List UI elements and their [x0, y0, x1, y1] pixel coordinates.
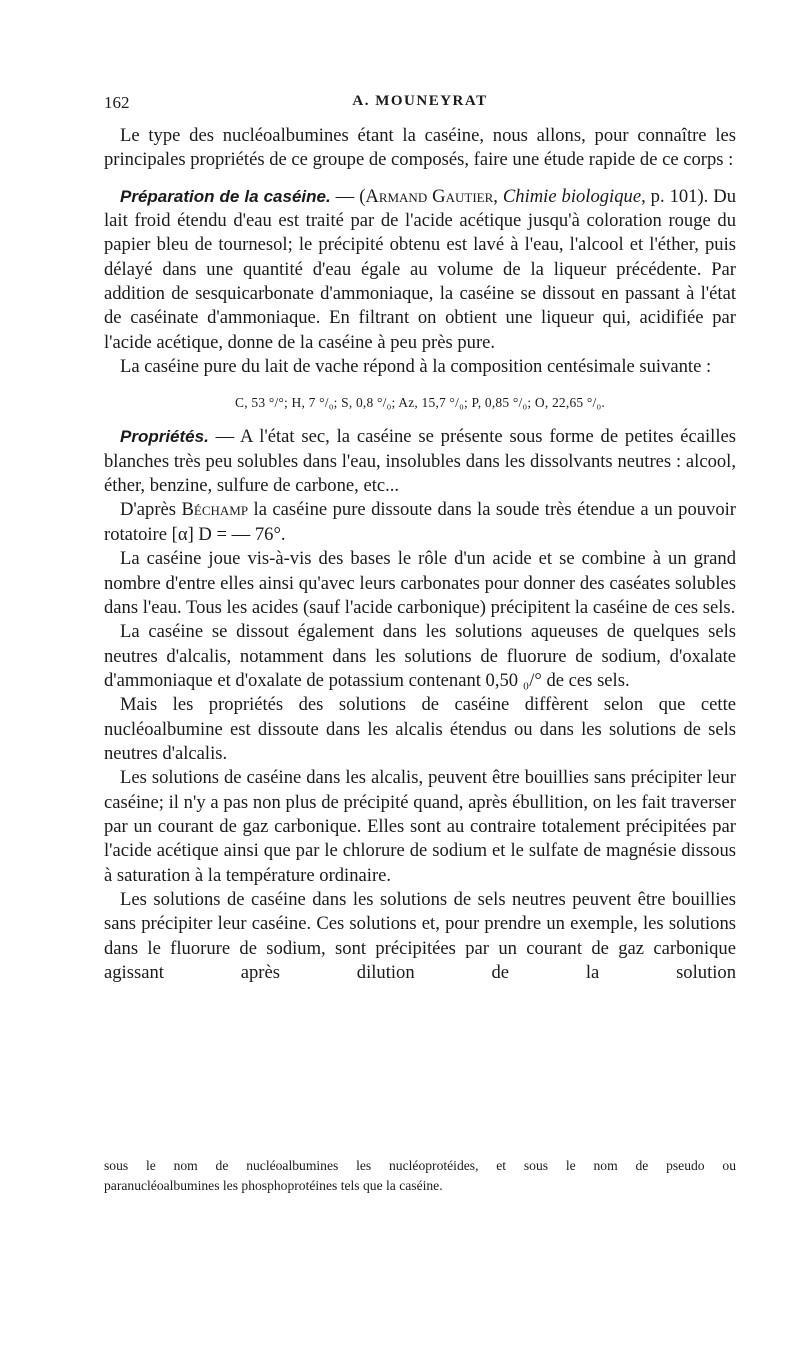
- page-number: 162: [104, 93, 130, 112]
- composition-formula: C, 53 °/°; H, 7 °/₀; S, 0,8 °/₀; Az, 15,7 °/₀; P, 0,85 °/₀; O, 22,65 °/₀.: [235, 395, 605, 411]
- preparation-book: Chimie biologique: [502, 185, 642, 207]
- footnote-line-2: paranucléoalbumines les phosphoprotéines tels que la caséine.: [104, 1178, 443, 1193]
- paragraph-solutions-sels: Les solutions de caséine dans les solutions de sels neutres peuvent être bouillies sans précipiter leur caséine. Ces solutions et, pour prendre un exemple, les solutions dans le fluorure de sodium, sont précipitées par un courant de gaz carbonique agissant après dilution de la solution: [104, 888, 736, 983]
- proprietes-heading: Propriétés.: [120, 427, 209, 447]
- proprietes-paragraph: [104, 425, 736, 498]
- intro-paragraph: Le type des nucléoalbumines étant la caséine, nous allons, pour connaître les principales propriétés de ce groupe de composés, faire une étude rapide de ce corps :: [104, 125, 736, 171]
- bechamp-paragraph: [104, 498, 736, 547]
- bechamp-after: la caséine pure dissoute dans la soude très étendue a un pouvoir rotatoire [α] D = — 76°.: [104, 499, 736, 545]
- spacer: [104, 173, 736, 185]
- preparation-heading: Préparation de la caséine.: [120, 186, 331, 206]
- preparation-paragraph: [104, 185, 736, 355]
- preparation-dash: — (: [330, 185, 366, 207]
- body-text: [104, 124, 736, 985]
- footnote-line-1: sous le nom de nucléoalbumines les nucléoprotéides, et sous le nom de pseudo ou: [104, 1158, 736, 1173]
- running-title: A. MOUNEYRAT: [352, 93, 488, 109]
- preparation-text: , p. 101). Du lait froid étendu d'eau est traité par de l'acide acétique jusqu'à coloration rouge du papier bleu de tournesol; le précipité obtenu est lavé à l'eau, l'alcool et l'éther, puis délayé dans une quantité d'eau égale au volume de la liqueur précédente. Par addition de sesquicarbonate d'ammoniaque, la caséine se dissout en passant à l'état de caséinate d'ammoniaque. En filtrant on obtient une liqueur qui, acidifiée par l'acide acétique, donne de la caséine à peu près pure.: [104, 185, 736, 353]
- running-head: [104, 93, 736, 115]
- preparation-author: Armand Gautier: [365, 185, 494, 207]
- bechamp-author: Béchamp: [181, 499, 249, 521]
- bechamp-before: D'après: [120, 499, 182, 521]
- paragraph-solutions-alcalis: Les solutions de caséine dans les alcalis, peuvent être bouillies sans précipiter leur caséine; il n'y a pas non plus de précipité quand, après ébullition, on les fait traverser par un courant de gaz carbonique. Elles sont au contraire totalement précipitées par l'acide acétique ainsi que par le chlorure de sodium et le sulfate de magnésie dissous à saturation à la température ordinaire.: [104, 767, 736, 886]
- paragraph-caseine-acide: La caséine joue vis-à-vis des bases le rôle d'un acide et se combine à un grand nombre d'entre elles ainsi qu'avec leurs carbonates pour donner des caséates solubles dans l'eau. Tous les acides (sauf l'acide carbonique) précipitent la caséine de ces sels.: [104, 548, 736, 618]
- footnote: [104, 1156, 736, 1196]
- paragraph-proprietes-solutions: Mais les propriétés des solutions de caséine diffèrent selon que cette nucléoalbumine est dissoute dans les alcalis étendus ou dans les solutions de sels neutres d'alcalis.: [104, 694, 736, 764]
- proprietes-text: — A l'état sec, la caséine se présente sous forme de petites écailles blanches très peu solubles dans l'eau, insolubles dans les dissolvants neutres : alcool, éther, benzine, sulfure de carbone, etc...: [104, 426, 736, 497]
- paragraph-sels-neutres: La caséine se dissout également dans les solutions aqueuses de quelques sels neutres d'alcalis, notamment dans les solutions de fluorure de sodium, d'oxalate d'ammoniaque et d'oxalate de potassium contenant 0,50 ₀/° de ces sels.: [104, 621, 736, 691]
- preparation-comma: ,: [493, 185, 503, 207]
- composition-intro: La caséine pure du lait de vache répond à la composition centésimale suivante :: [120, 356, 712, 378]
